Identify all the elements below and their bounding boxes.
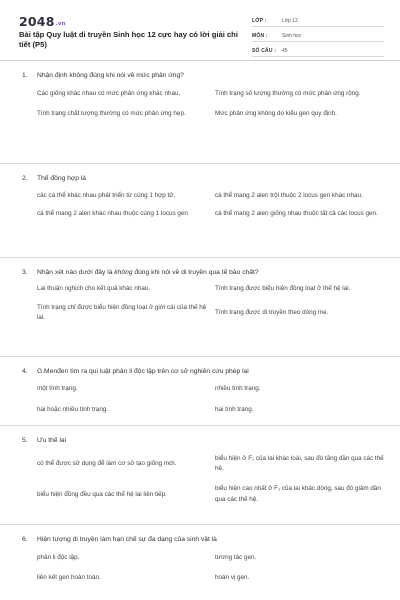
question-text: Hiện tượng di truyền làm hạn chế sự đa dạng của sinh vật là xyxy=(37,536,217,543)
question-4 xyxy=(0,356,400,425)
question-5 xyxy=(0,425,400,524)
question-stem xyxy=(22,71,386,81)
logo-text: 2048 xyxy=(19,14,55,29)
answer-option[interactable]: biểu hiện đồng đều qua các thế hệ lai liên tiếp. xyxy=(37,490,167,498)
site-logo[interactable] xyxy=(19,14,66,29)
meta-label: SỐ CÂU : xyxy=(252,48,277,54)
question-2 xyxy=(0,163,400,257)
question-number: 6. xyxy=(22,536,28,543)
question-3 xyxy=(0,257,400,356)
answer-grid xyxy=(22,454,386,505)
answer-grid xyxy=(22,384,386,415)
meta-value: 45 xyxy=(282,48,288,54)
question-stem xyxy=(22,535,386,545)
answer-option[interactable]: tương tác gen. xyxy=(215,554,257,561)
question-text-emphasis: không xyxy=(114,269,133,276)
answer-option[interactable]: biểu hiện ở F₁ của lai khác loài, sau đó tăng dần qua các thế hệ. xyxy=(215,455,384,473)
question-list xyxy=(0,60,400,600)
question-text: Nhận định không đúng khi nói về mức phản ứng? xyxy=(37,72,184,79)
document-meta xyxy=(252,14,384,59)
question-1 xyxy=(0,60,400,163)
meta-row-class xyxy=(252,14,384,27)
answer-option[interactable]: Tính trạng được di truyền theo dòng mẹ. xyxy=(215,309,329,317)
question-number: 1. xyxy=(22,72,28,79)
question-stem xyxy=(22,367,386,377)
answer-option[interactable]: cá thể mang 2 alen khác nhau thuộc cùng 1 locus gen xyxy=(37,210,188,218)
answer-option[interactable]: có thể được sử dụng để làm cơ sở tạo giống mới. xyxy=(37,460,177,468)
document-title: Bài tập Quy luật di truyền Sinh học 12 cực hay có lời giải chi tiết (P5) xyxy=(19,30,238,49)
answer-option[interactable]: Tính trạng chất lượng thường có mức phản ứng hẹp. xyxy=(37,110,186,118)
question-number: 2. xyxy=(22,175,28,182)
meta-label: LỚP : xyxy=(252,18,267,24)
question-number: 3. xyxy=(22,269,28,276)
question-stem xyxy=(22,436,386,446)
question-stem xyxy=(22,174,386,184)
answer-option[interactable]: cá thể mang 2 alen trội thuộc 2 locus gen khác nhau. xyxy=(215,192,363,199)
question-stem xyxy=(22,268,386,278)
answer-option[interactable]: hai hoặc nhiều tính trạng. xyxy=(37,406,109,414)
answer-option[interactable]: liên kết gen hoàn toàn. xyxy=(37,574,101,582)
answer-grid xyxy=(22,191,386,219)
meta-row-subject xyxy=(252,29,384,42)
answer-option[interactable]: nhiều tính trạng. xyxy=(215,385,261,392)
answer-option[interactable]: biểu hiện cao nhất ở F₁ của lai khác dòng, sau đó giảm dần qua các thế hệ. xyxy=(215,485,381,503)
question-number: 5. xyxy=(22,437,28,444)
question-text: Ưu thế lai xyxy=(37,437,67,444)
question-text-end: đúng khi nói về di truyền qua tế bào chất? xyxy=(132,269,259,276)
question-number: 4. xyxy=(22,368,28,375)
answer-option[interactable]: Mức phản ứng không do kiểu gen quy định. xyxy=(215,110,337,118)
meta-row-count xyxy=(252,44,384,57)
question-6 xyxy=(0,524,400,600)
logo-suffix: .vn xyxy=(55,21,66,27)
answer-grid xyxy=(22,553,386,583)
answer-option[interactable]: Tính trạng số lượng thường có mức phản ứng rộng. xyxy=(215,90,361,97)
answer-option[interactable]: Các giống khác nhau có mức phản ứng khác nhau. xyxy=(37,90,181,97)
question-text: Thể đồng hợp là xyxy=(37,175,87,182)
page-header xyxy=(0,0,400,60)
answer-option[interactable]: hai tính trạng. xyxy=(215,406,254,414)
meta-label: MÔN : xyxy=(252,33,268,39)
question-text xyxy=(37,268,259,278)
question-text-start: Nhận xét nào dưới đây là xyxy=(37,269,115,276)
answer-grid xyxy=(22,89,386,119)
meta-value: Sinh học xyxy=(282,33,302,39)
answer-grid xyxy=(22,284,386,324)
answer-option[interactable]: các cá thể khác nhau phát triển từ cùng 1 hợp tử. xyxy=(37,192,176,199)
answer-option[interactable]: phân li độc lập. xyxy=(37,554,80,561)
answer-option[interactable]: Tính trạng được biểu hiện đồng loạt ở thế hệ lai. xyxy=(215,285,351,292)
answer-option[interactable]: Tính trạng chỉ được biểu hiện đồng loạt ở giới cái của thế hệ lai. xyxy=(37,304,207,322)
answer-option[interactable]: một tính trạng. xyxy=(37,385,78,392)
answer-option[interactable]: hoán vị gen. xyxy=(215,574,250,582)
answer-option[interactable]: Lai thuận nghịch cho kết quả khác nhau. xyxy=(37,285,151,292)
meta-value: Lớp 12 xyxy=(282,18,298,24)
question-text: G.Menđen tìm ra qui luật phân li độc lập trên cơ sở nghiên cứu phép lai xyxy=(37,368,249,375)
answer-option[interactable]: cá thể mang 2 alen giống nhau thuộc tất cả các locus gen. xyxy=(215,210,378,218)
